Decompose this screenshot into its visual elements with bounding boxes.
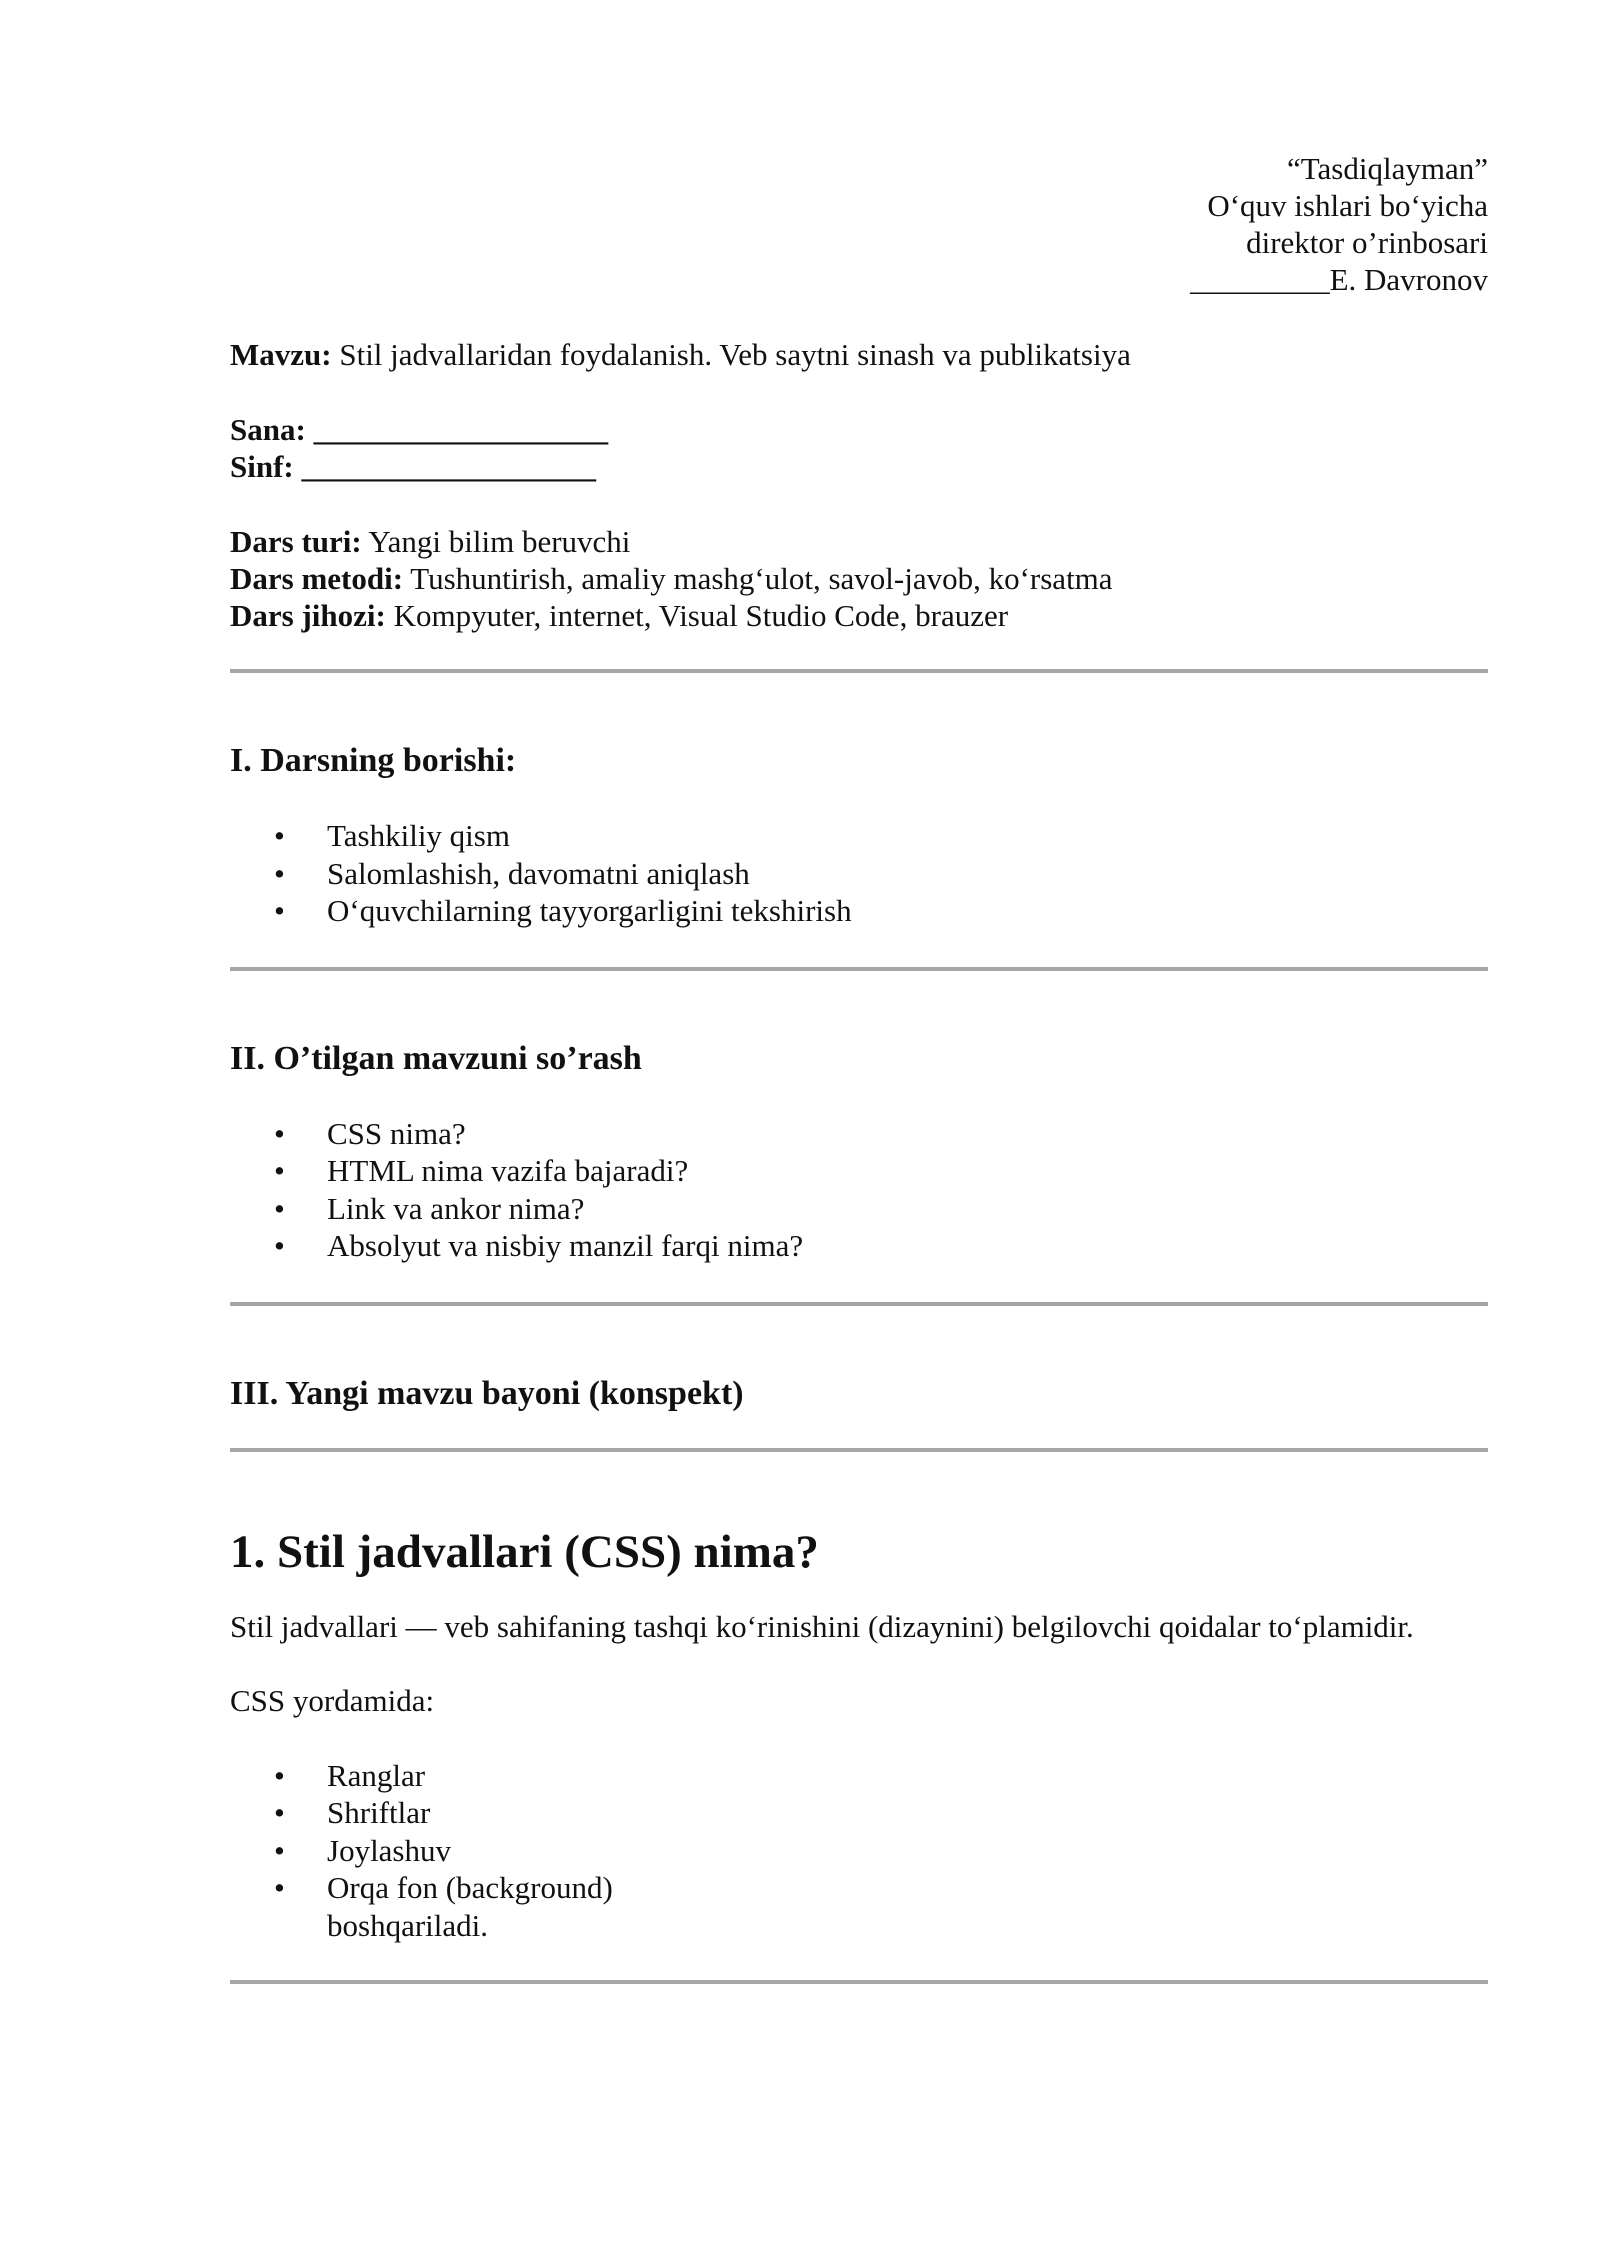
list-item: • O‘quvchilarning tayyorgarligini tekshirish [274,893,852,928]
list-item: • Joylashuv [274,1832,451,1868]
list-item: • Absolyut va nisbiy manzil farqi nima? [274,1228,804,1263]
list-item: • Tashkiliy qism [274,818,510,853]
list-item: • HTML nima vazifa bajaradi? [274,1153,689,1188]
sinf-label: Sinf: [230,449,294,484]
divider [230,1980,1488,1984]
section-2-heading: II. O’tilgan mavzuni so’rash [230,1039,642,1077]
dars-turi-line [230,523,1488,560]
topic-intro: CSS yordamida: [230,1682,435,1718]
dars-turi-value: Yangi bilim beruvchi [361,524,631,559]
bullet-icon: • [274,1795,285,1830]
list-item: • Shriftlar [274,1795,431,1830]
bullet-icon: • [274,1228,285,1263]
dars-jihozi-label: Dars jihozi: [230,598,386,633]
dars-turi-label: Dars turi: [230,524,362,559]
bullet-icon: • [274,855,285,891]
sana-blank: ___________________ [305,412,609,447]
dars-metodi-line [230,560,1488,597]
bullet-icon: • [274,1190,285,1226]
section-1-heading: I. Darsning borishi: [230,742,517,779]
approval-position-line2: direktor o’rinbosari [1246,225,1488,260]
bullet-icon: • [274,1870,285,1905]
approval-signature: _________E. Davronov [1190,262,1488,297]
list-item: • Salomlashish, davomatni aniqlash [274,855,750,891]
approval-position-line1: O‘quv ishlari bo‘yicha [1207,188,1488,223]
sana-label: Sana: [230,412,306,447]
bullet-icon: • [274,1832,285,1868]
topic-list [230,1757,1488,1907]
mavzu-label: Mavzu: [230,337,332,372]
section-2-list [230,1115,1488,1265]
list-item: • Ranglar [274,1757,426,1793]
mavzu-line [230,336,1488,373]
topic-heading: 1. Stil jadvallari (CSS) nima? [230,1525,819,1578]
approval-block [230,150,1488,298]
mavzu-value: Stil jadvallaridan foydalanish. Veb saytni sinash va publikatsiya [331,337,1131,372]
section-3-heading: III. Yangi mavzu bayoni (konspekt) [230,1374,744,1412]
topic-definition: Stil jadvallari — veb sahifaning tashqi ko‘rinishini (dizaynini) belgilovchi qoidalar to‘plamidir. [230,1608,1414,1644]
dars-metodi-label: Dars metodi: [230,561,404,596]
list-item: • CSS nima? [274,1115,466,1151]
bullet-icon: • [274,818,285,853]
document-page [230,150,1488,1984]
sinf-blank: ___________________ [293,449,596,484]
bullet-icon: • [274,1757,285,1793]
dars-jihozi-value: Kompyuter, internet, Visual Studio Code, brauzer [385,598,1009,633]
dars-metodi-value: Tushuntirish, amaliy mashg‘ulot, savol-javob, ko‘rsatma [403,561,1113,596]
section-1-list [230,817,1488,930]
sinf-line [230,448,1488,485]
list-item: • Orqa fon (background) [274,1870,613,1905]
bullet-icon: • [274,893,285,928]
topic-list-continuation: boshqariladi. [327,1907,488,1943]
bullet-icon: • [274,1153,285,1188]
list-item: • Link va ankor nima? [274,1190,585,1226]
approval-title: “Tasdiqlayman” [1287,151,1488,186]
dars-jihozi-line [230,597,1488,634]
bullet-icon: • [274,1115,285,1151]
sana-line [230,411,1488,448]
